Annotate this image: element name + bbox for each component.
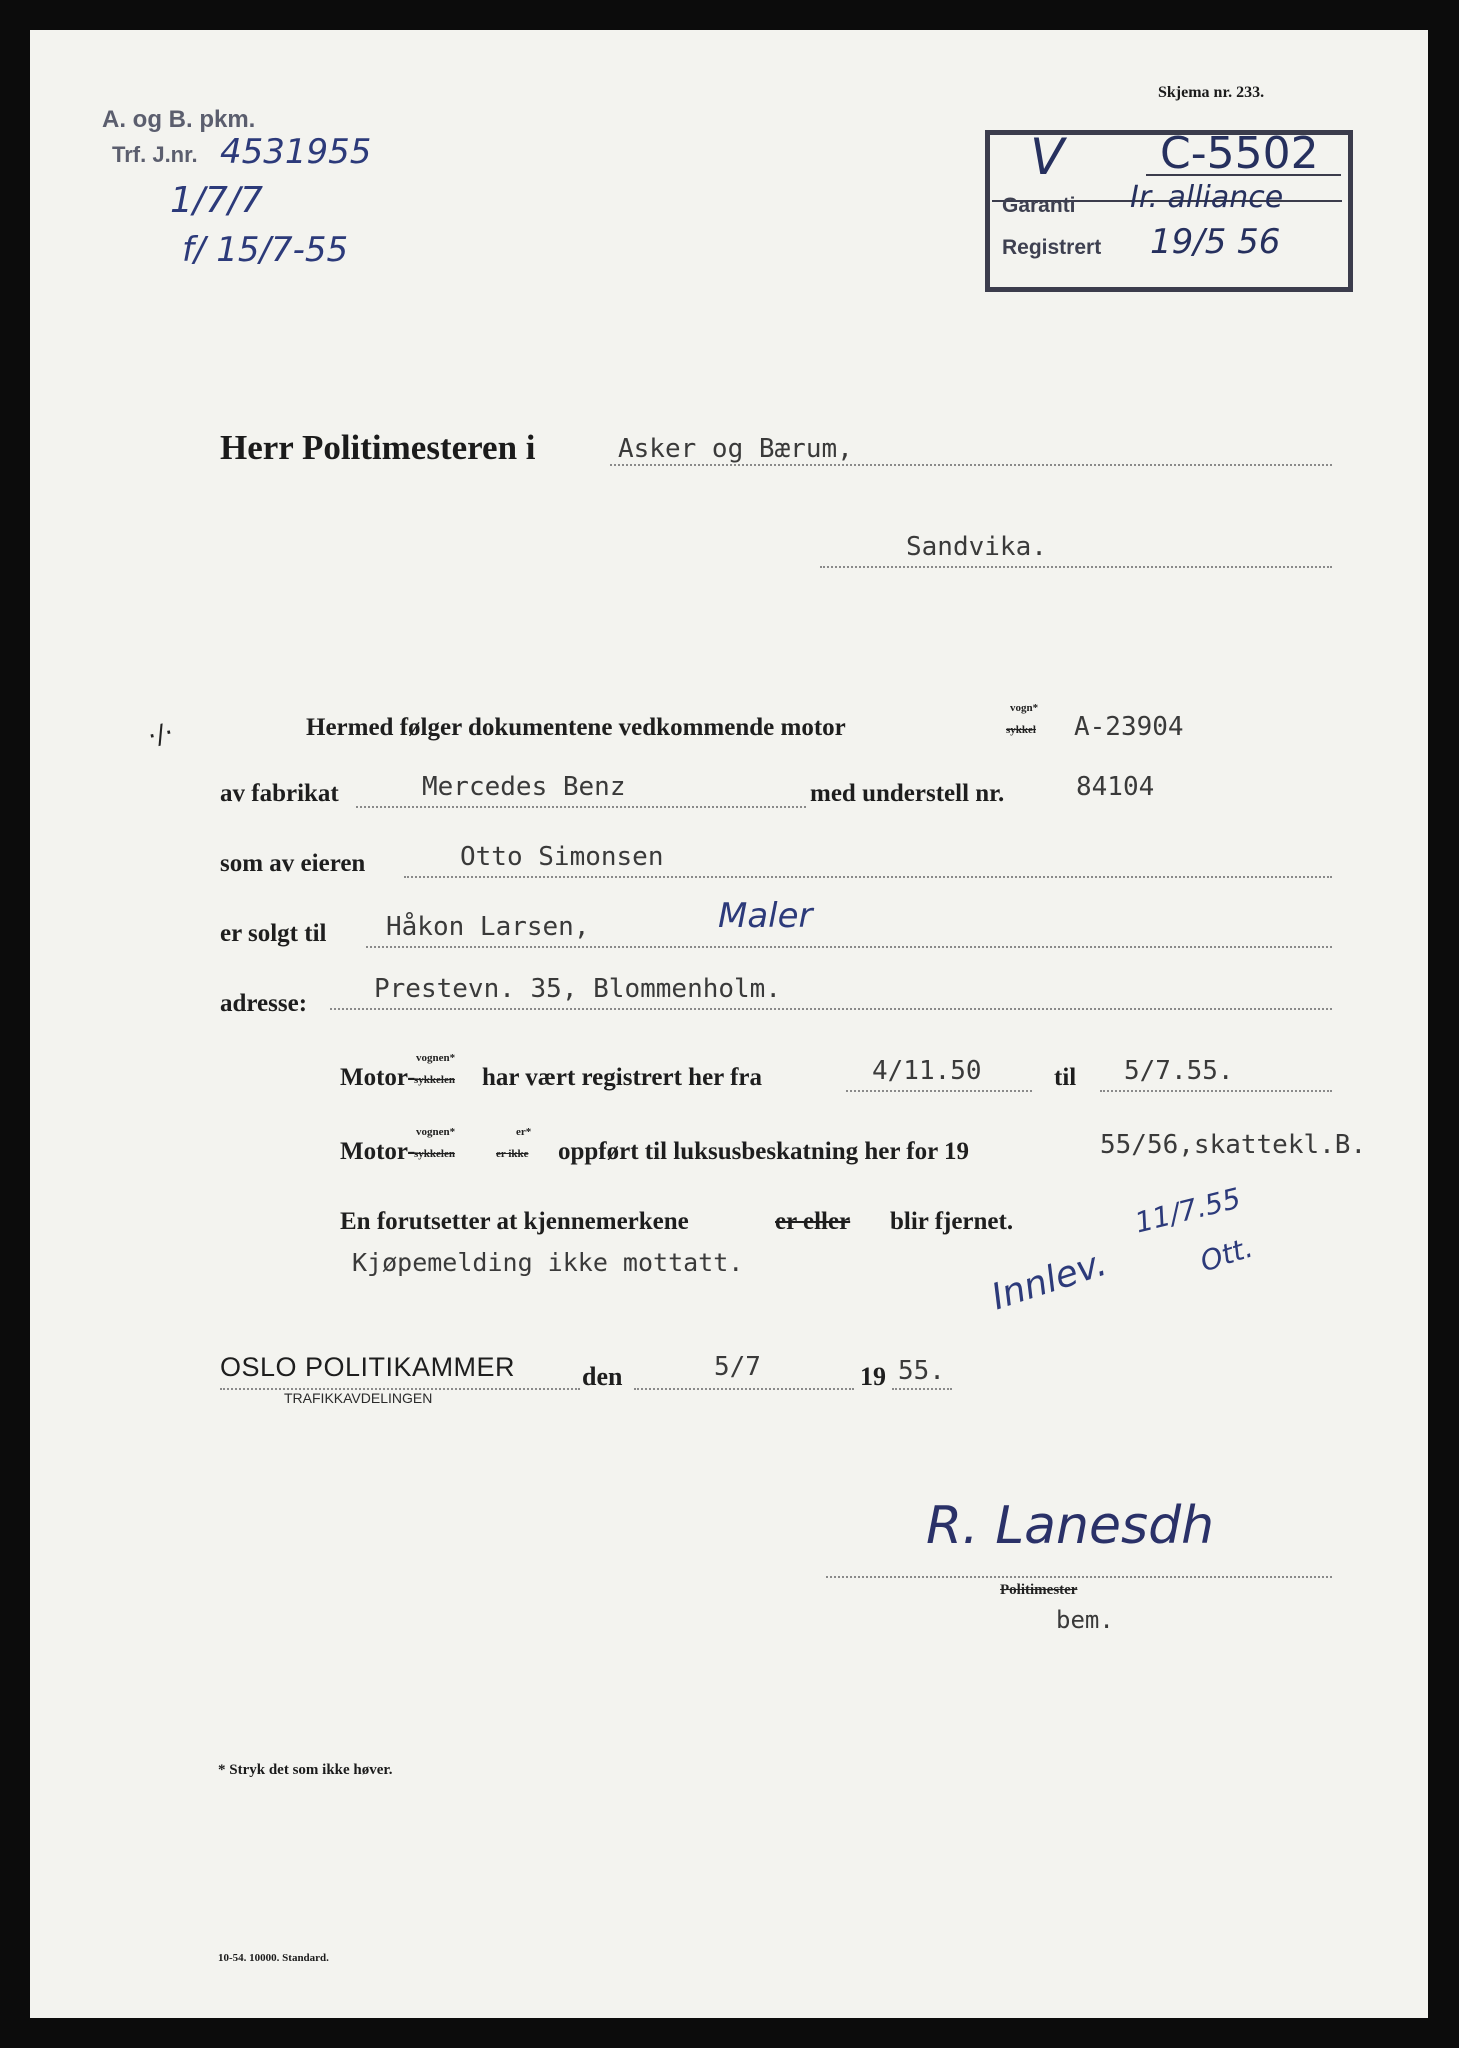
chassis-value: 84104 — [1076, 772, 1155, 802]
journal-number-handwritten: 4531955 — [220, 132, 372, 172]
luxury-text: oppført til luksusbeskatning her for 19 — [558, 1138, 969, 1165]
year-prefix: 19 — [860, 1362, 886, 1391]
signature-title: bem. — [1056, 1606, 1114, 1634]
owner-value: Otto Simonsen — [460, 842, 664, 872]
handwritten-delivered: Innlev. — [986, 1242, 1112, 1319]
dotline-authority — [220, 1388, 580, 1390]
plates-text-start: En forutsetter at kjennemerkene — [340, 1208, 689, 1235]
owner-label: som av eieren — [220, 850, 366, 877]
stamp-registrert-value: 19/5 56 — [1150, 222, 1281, 262]
chassis-label: med understell nr. — [810, 780, 1005, 807]
plates-text-end: blir fjernet. — [890, 1208, 1014, 1235]
registered-to-label: til — [1054, 1064, 1077, 1091]
luxury-superscript-1: vognen* — [416, 1126, 456, 1138]
luxury-superscript-2: er* — [516, 1126, 532, 1138]
vehicle-struck: sykkel — [1006, 724, 1036, 736]
footnote: * Stryk det som ikke høver. — [218, 1762, 393, 1778]
make-label: av fabrikat — [220, 780, 339, 807]
address-value: Prestevn. 35, Blommenholm. — [374, 974, 781, 1004]
handwritten-note-1: 1/7/7 — [170, 180, 263, 221]
signature-title-struck: Politimester — [1000, 1582, 1078, 1598]
registered-prefix: Motor- — [340, 1064, 416, 1091]
handwritten-delivered-date: 11/7.55 — [1131, 1181, 1244, 1240]
handwritten-initials: Ott. — [1196, 1230, 1257, 1279]
dotline-make — [356, 806, 806, 808]
address-label: adresse: — [220, 990, 308, 1017]
handwritten-note-2: f/ 15/7-55 — [182, 230, 349, 270]
authority-department: TRAFIKKAVDELINGEN — [284, 1390, 433, 1406]
registered-superscript: vognen* — [416, 1052, 456, 1064]
luxury-struck-1: sykkelen — [414, 1148, 455, 1160]
plates-text-struck: er eller — [775, 1208, 851, 1235]
dotline-city — [820, 566, 1332, 568]
form-number: Skjema nr. 233. — [1158, 84, 1265, 101]
addressee-district: Asker og Bærum, — [618, 434, 853, 464]
margin-mark: ·/· — [145, 717, 177, 753]
luxury-prefix: Motor- — [340, 1138, 416, 1165]
addressee-city: Sandvika. — [906, 532, 1047, 562]
dotline-owner — [404, 876, 1332, 878]
luxury-value: 55/56,skattekl.B. — [1100, 1130, 1367, 1160]
document-page — [30, 30, 1428, 2018]
print-info: 10-54. 10000. Standard. — [218, 1952, 329, 1964]
purchase-note: Kjøpemelding ikke mottatt. — [352, 1248, 744, 1277]
buyer-occupation-handwritten: Maler — [718, 896, 813, 936]
date-label: den — [582, 1362, 623, 1391]
dotline-buyer — [366, 946, 1332, 948]
dotline-date — [634, 1388, 854, 1390]
make-value: Mercedes Benz — [422, 772, 626, 802]
stamp-registrert-label: Registrert — [1002, 236, 1102, 259]
stamp-garanti-value: Ir. alliance — [1130, 180, 1284, 215]
buyer-value: Håkon Larsen, — [386, 912, 590, 942]
sold-label: er solgt til — [220, 920, 327, 947]
date-value: 5/7 — [714, 1352, 761, 1382]
luxury-struck-2: er ikke — [496, 1148, 529, 1160]
registered-struck: sykkelen — [414, 1074, 455, 1086]
registration-number: A-23904 — [1074, 712, 1184, 742]
vehicle-superscript: vogn* — [1010, 702, 1039, 714]
dotline-reg-to — [1100, 1090, 1332, 1092]
dotline-year — [892, 1388, 952, 1390]
stamp-garanti-label: Garanti — [1002, 194, 1076, 217]
dotline-signature — [826, 1576, 1332, 1578]
dotline-address — [330, 1008, 1332, 1010]
year-value: 55. — [898, 1356, 945, 1386]
intro-text: Hermed følger dokumentene vedkommende motor — [306, 714, 846, 741]
stamp-code: C-5502 — [1160, 128, 1319, 179]
stamp-journal-prefix: Trf. J.nr. — [112, 142, 198, 167]
stamp-check-mark: V — [1030, 128, 1065, 186]
registered-to: 5/7.55. — [1124, 1056, 1234, 1086]
dotline-reg-from — [846, 1090, 1032, 1092]
salutation: Herr Politimesteren i — [220, 428, 536, 467]
dotline-district — [610, 464, 1332, 466]
stamp-office: A. og B. pkm. — [102, 106, 256, 133]
registered-from: 4/11.50 — [872, 1056, 982, 1086]
registered-text: har vært registrert her fra — [482, 1064, 762, 1091]
signature: R. Lanesdh — [926, 1496, 1215, 1556]
authority-stamp: OSLO POLITIKAMMER — [220, 1352, 516, 1382]
